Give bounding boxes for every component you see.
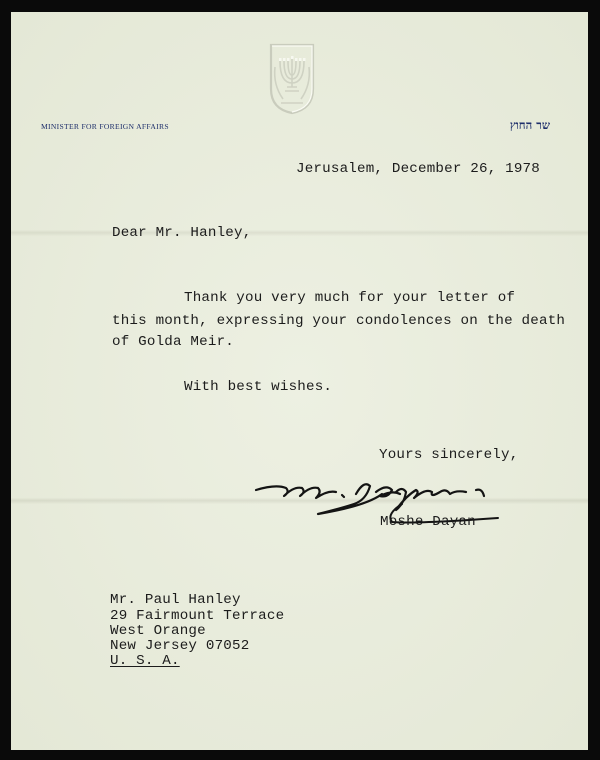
body-line: this month, expressing your condolences on the death	[112, 313, 566, 329]
menorah-emblem-icon	[265, 39, 319, 115]
recipient-line: Mr. Paul Hanley	[110, 592, 241, 608]
wishes-line: With best wishes.	[184, 379, 333, 395]
date-line: Jerusalem, December 26, 1978	[296, 161, 540, 177]
recipient-line: New Jersey 07052	[110, 638, 250, 654]
body-line: of Golda Meir.	[112, 334, 234, 350]
letterhead-title-english: MINISTER FOR FOREIGN AFFAIRS	[41, 122, 169, 131]
salutation: Dear Mr. Hanley,	[112, 225, 252, 241]
signatory-name: Moshe Dayan	[380, 514, 476, 530]
body-line: Thank you very much for your letter of	[184, 290, 516, 306]
recipient-country: U. S. A.	[110, 653, 180, 669]
letterhead-title-hebrew: שר החוץ	[509, 118, 550, 132]
recipient-line: West Orange	[110, 623, 206, 639]
closing: Yours sincerely,	[379, 447, 519, 463]
recipient-line: 29 Fairmount Terrace	[110, 608, 285, 624]
